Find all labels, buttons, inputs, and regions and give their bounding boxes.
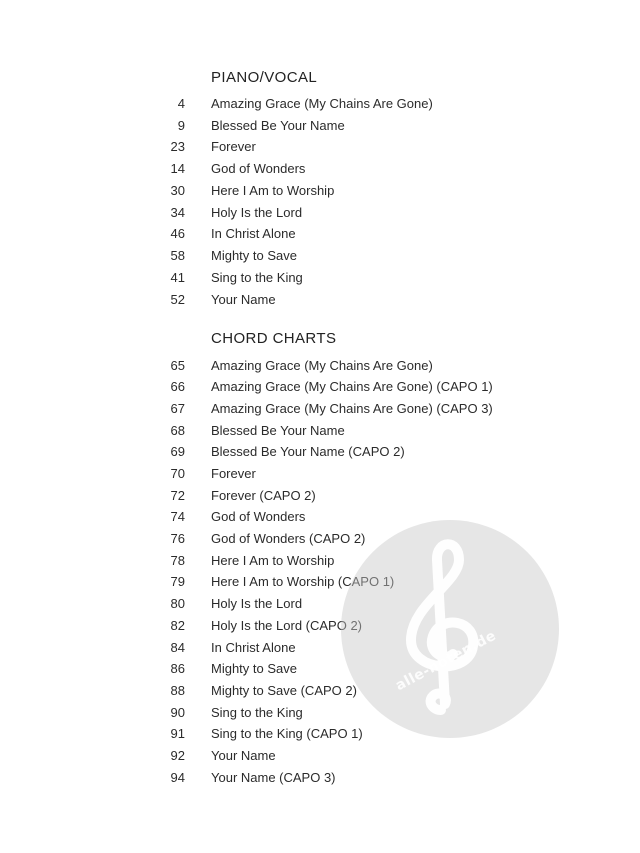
song-title: Blessed Be Your Name (CAPO 2): [211, 444, 405, 459]
song-title: In Christ Alone: [211, 226, 296, 241]
page-number: 84: [170, 640, 185, 655]
list-item[interactable]: [0, 768, 640, 788]
page-number: 30: [170, 183, 185, 198]
section-heading-piano-vocal: PIANO/VOCAL: [211, 69, 318, 86]
list-item[interactable]: [0, 94, 640, 114]
page-number: 65: [170, 358, 185, 373]
list-item[interactable]: [0, 356, 640, 376]
list-item[interactable]: [0, 224, 640, 244]
song-title: Blessed Be Your Name: [211, 118, 345, 133]
page-number: 69: [170, 444, 185, 459]
list-item[interactable]: [0, 246, 640, 266]
song-title: Mighty to Save: [211, 661, 297, 676]
song-title: Here I Am to Worship: [211, 553, 335, 568]
song-title: Your Name: [211, 748, 276, 763]
list-item[interactable]: [0, 551, 640, 571]
page-number: 41: [170, 270, 185, 285]
song-title: God of Wonders: [211, 161, 306, 176]
list-item[interactable]: [0, 572, 640, 592]
list-item[interactable]: [0, 746, 640, 766]
list-item[interactable]: [0, 203, 640, 223]
page-number: 58: [170, 248, 185, 263]
page-number: 68: [170, 423, 185, 438]
song-title: Your Name (CAPO 3): [211, 770, 336, 785]
song-title: Here I Am to Worship (CAPO 1): [211, 574, 395, 589]
list-item[interactable]: [0, 638, 640, 658]
page-number: 66: [170, 379, 185, 394]
song-title: Amazing Grace (My Chains Are Gone) (CAPO 3): [211, 401, 493, 416]
page-number: 34: [170, 205, 185, 220]
list-item[interactable]: [0, 464, 640, 484]
list-item[interactable]: [0, 377, 640, 397]
list-item[interactable]: [0, 421, 640, 441]
page-number: 52: [170, 292, 185, 307]
list-item[interactable]: [0, 290, 640, 310]
page-number: 88: [170, 683, 185, 698]
song-title: God of Wonders (CAPO 2): [211, 531, 366, 546]
song-title: Your Name: [211, 292, 276, 307]
list-item[interactable]: [0, 268, 640, 288]
song-title: Mighty to Save: [211, 248, 297, 263]
song-title: Forever (CAPO 2): [211, 488, 316, 503]
song-title: Here I Am to Worship: [211, 183, 335, 198]
page-number: 91: [170, 726, 185, 741]
list-item[interactable]: [0, 529, 640, 549]
song-title: Holy Is the Lord: [211, 205, 303, 220]
list-item[interactable]: [0, 399, 640, 419]
song-title: Holy Is the Lord (CAPO 2): [211, 618, 362, 633]
page-number: 67: [170, 401, 185, 416]
page-number: 74: [170, 509, 185, 524]
page-number: 86: [170, 661, 185, 676]
song-title: Sing to the King: [211, 270, 303, 285]
list-item[interactable]: [0, 137, 640, 157]
song-title: Blessed Be Your Name: [211, 423, 345, 438]
page-number: 82: [170, 618, 185, 633]
song-title: God of Wonders: [211, 509, 306, 524]
page-number: 80: [170, 596, 185, 611]
page-number: 90: [170, 705, 185, 720]
watermark-text: alle-noten.de: [393, 627, 499, 695]
song-title: Amazing Grace (My Chains Are Gone): [211, 358, 433, 373]
page-number: 4: [177, 96, 185, 111]
list-item[interactable]: [0, 681, 640, 701]
page-number: 9: [177, 118, 185, 133]
section-heading-chord-charts: CHORD CHARTS: [211, 330, 337, 347]
page-number: 79: [170, 574, 185, 589]
song-title: Amazing Grace (My Chains Are Gone) (CAPO 1): [211, 379, 493, 394]
page-number: 92: [170, 748, 185, 763]
page-number: 14: [170, 161, 185, 176]
page-number: 46: [170, 226, 185, 241]
list-item[interactable]: [0, 594, 640, 614]
list-item[interactable]: [0, 181, 640, 201]
song-title: Sing to the King (CAPO 1): [211, 726, 363, 741]
page-number: 94: [170, 770, 185, 785]
song-title: Holy Is the Lord: [211, 596, 303, 611]
song-title: In Christ Alone: [211, 640, 296, 655]
list-item[interactable]: [0, 507, 640, 527]
page-number: 70: [170, 466, 185, 481]
song-title: Sing to the King: [211, 705, 303, 720]
list-item[interactable]: [0, 486, 640, 506]
list-item[interactable]: [0, 724, 640, 744]
song-title: Mighty to Save (CAPO 2): [211, 683, 357, 698]
page-number: 23: [170, 139, 185, 154]
list-item[interactable]: [0, 442, 640, 462]
list-item[interactable]: [0, 703, 640, 723]
list-item[interactable]: [0, 659, 640, 679]
list-item[interactable]: [0, 616, 640, 636]
song-title: Forever: [211, 466, 256, 481]
list-item[interactable]: [0, 116, 640, 136]
list-item[interactable]: [0, 159, 640, 179]
song-title: Amazing Grace (My Chains Are Gone): [211, 96, 433, 111]
page-number: 76: [170, 531, 185, 546]
page-number: 72: [170, 488, 185, 503]
song-title: Forever: [211, 139, 256, 154]
page-number: 78: [170, 553, 185, 568]
